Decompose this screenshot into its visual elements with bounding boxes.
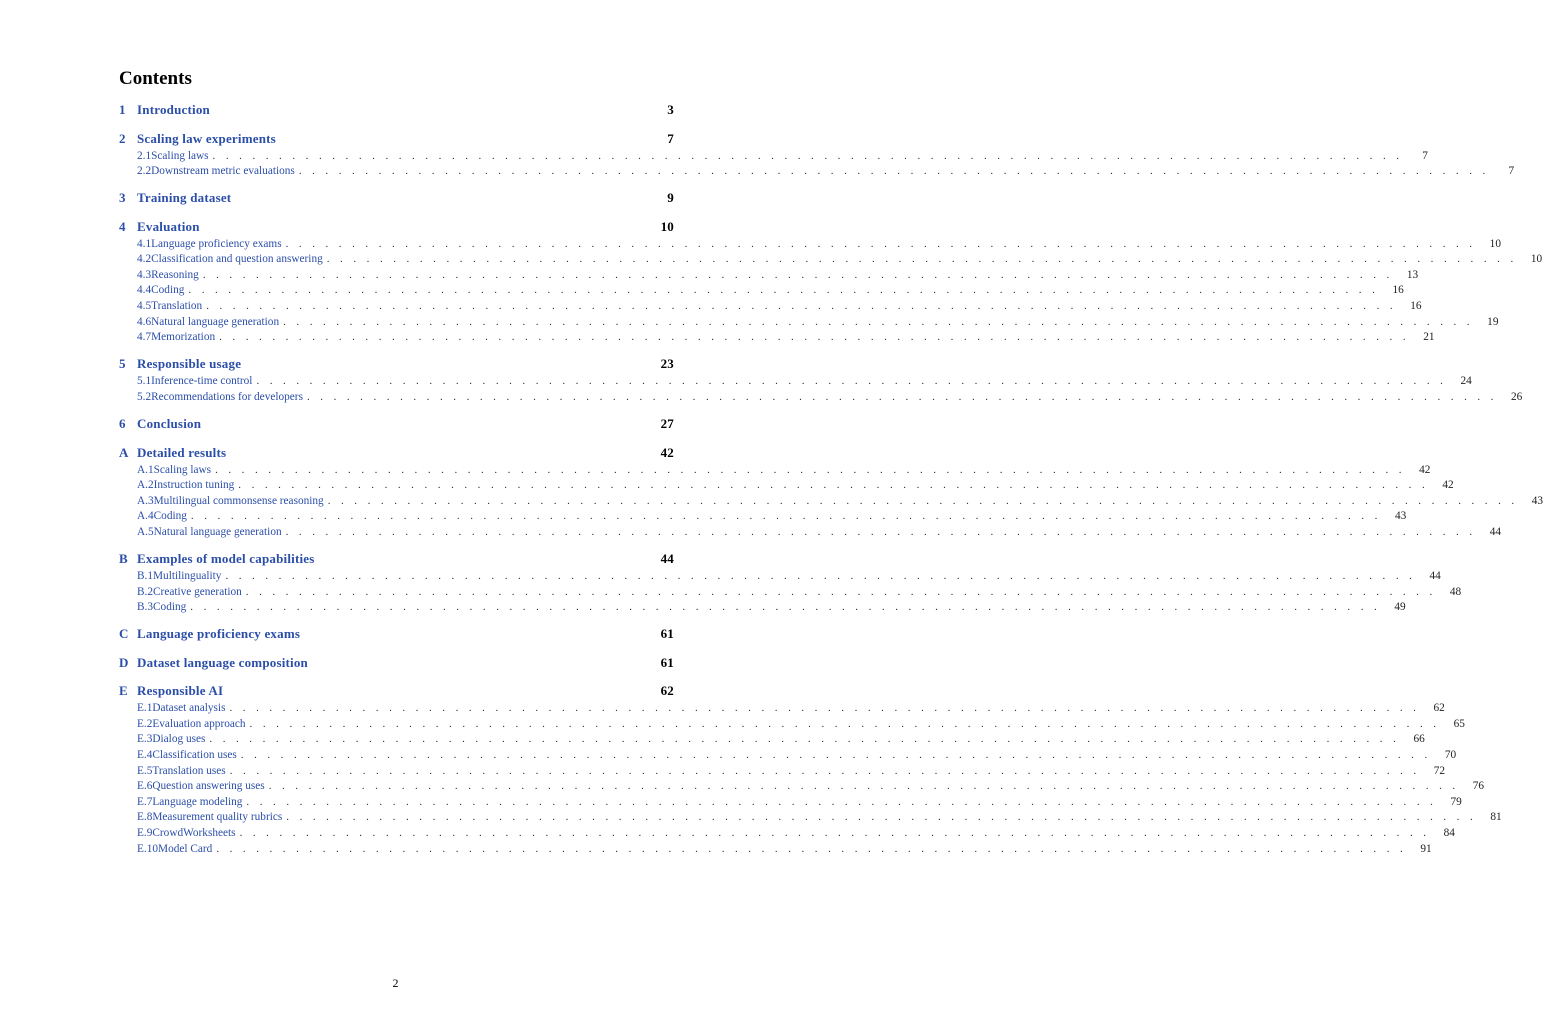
toc-subsection-link[interactable] [119,237,1501,253]
toc-subsection-link[interactable] [119,525,1501,541]
toc-section-link[interactable] [119,681,674,701]
toc-subsection-link[interactable] [119,478,1454,494]
subsection-page: 26 [1511,390,1523,403]
subsection-number: E.3 [137,733,153,746]
toc-section-link[interactable] [119,129,674,149]
subsection-page: 72 [1433,764,1446,777]
subsection-page: 16 [1392,284,1404,297]
subsection-number: E.8 [137,811,153,824]
toc-subsection-link[interactable] [119,732,1425,748]
section-title: Conclusion [137,416,202,432]
subsection-page: 7 [1422,149,1428,162]
toc-subsection-link[interactable] [119,810,1502,826]
subsection-page: 76 [1472,780,1485,793]
toc-subsection-link[interactable] [119,299,1422,315]
section-number: C [119,626,129,642]
dot-leader: . . . . . . . . . . . . . . . . . . . . . . . . . . . . . . . . . . . . . . . . . . . . . . . . . . . . . . . . . . . . . . . . . . . . . . . . . . . . . . . . . . . . . . . . . . [256,375,1447,388]
dot-leader: . . . . . . . . . . . . . . . . . . . . . . . . . . . . . . . . . . . . . . . . . . . . . . . . . . . . . . . . . . . . . . . . . . . . . . . . . . . . . . . . . . . . . . . . . . [190,510,1382,523]
dot-leader: . . . . . . . . . . . . . . . . . . . . . . . . . . . . . . . . . . . . . . . . . . . . . . . . . . . . . . . . . . . . . . . . . . . . . . . . . . . . . . . . . . . . . . . . . . [188,284,1379,297]
section-page: 61 [660,654,674,670]
section-number: 1 [119,102,126,117]
toc-subsection-link[interactable] [119,748,1457,764]
subsection-page: 10 [1530,253,1543,266]
subsection-number: B.2 [137,585,154,598]
subsection-page: 84 [1443,827,1455,840]
subsection-title: Translation [151,300,203,313]
toc-section [119,217,1543,346]
subsection-title: Creative generation [153,585,242,598]
toc-section [119,354,1523,405]
subsection-title: Measurement quality rubrics [152,811,283,824]
subsection-number: 5.2 [137,390,152,403]
toc-section [119,100,674,120]
subsection-title: Multilingual commonsense reasoning [153,494,324,507]
subsection-title: Coding [153,601,187,614]
toc-section-link[interactable] [119,100,674,120]
dot-leader: . . . . . . . . . . . . . . . . . . . . . . . . . . . . . . . . . . . . . . . . . . . . . . . . . . . . . . . . . . . . . . . . . . . . . . . . . . . . . . . . . . . . . . . . . . [327,494,1519,507]
toc-section [119,624,674,644]
subsection-number: 2.1 [137,149,152,162]
subsection-number: 4.4 [137,284,152,297]
subsection-title: Multilinguality [153,570,222,582]
subsection-number: 4.7 [137,331,152,344]
subsection-page: 62 [1433,702,1445,715]
toc-section-link[interactable] [119,188,674,208]
subsection-title: Scaling laws [153,463,212,476]
subsection-title: CrowdWorksheets [152,827,236,840]
subsection-page: 7 [1508,165,1515,178]
dot-leader: . . . . . . . . . . . . . . . . . . . . . . . . . . . . . . . . . . . . . . . . . . . . . . . . . . . . . . . . . . . . . . . . . . . . . . . . . . . . . . . . . . . . . . . . . . [209,733,1400,746]
section-number: 6 [119,416,126,432]
section-title: Training dataset [137,190,232,206]
subsection-number: 4.3 [137,268,152,281]
toc-subsection-link[interactable] [119,600,1406,616]
section-number: 5 [119,356,126,372]
subsection-page: 13 [1406,268,1419,281]
section-page: 10 [660,218,674,234]
section-number: 2 [119,130,126,146]
subsection-number: E.2 [137,717,153,730]
subsection-title: Natural language generation [151,315,280,328]
toc-subsection-link[interactable] [119,701,1445,717]
subsection-title: Classification uses [152,749,237,762]
toc-subsection-link[interactable] [119,842,1432,858]
toc-subsection-link[interactable] [119,268,1419,284]
subsection-page: 10 [1489,237,1501,250]
toc-section [119,414,674,434]
toc-section-link[interactable] [119,443,674,463]
toc-subsection-link[interactable] [119,585,1462,601]
dot-leader: . . . . . . . . . . . . . . . . . . . . . . . . . . . . . . . . . . . . . . . . . . . . . . . . . . . . . . . . . . . . . . . . . . . . . . . . . . . . . . . . . . . . . . . . . . [283,315,1474,328]
subsection-page: 91 [1420,842,1432,855]
subsection-number: E.1 [137,702,153,715]
subsection-title: Inference-time control [151,375,253,388]
toc-subsection-link[interactable] [119,717,1465,733]
toc-section-link[interactable] [119,217,674,237]
section-page: 7 [667,130,674,146]
toc-subsection-link[interactable] [119,463,1431,479]
table-of-contents [119,100,1543,857]
subsection-number: A.2 [137,479,154,492]
dot-leader: . . . . . . . . . . . . . . . . . . . . . . . . . . . . . . . . . . . . . . . . . . . . . . . . . . . . . . . . . . . . . . . . . . . . . . . . . . . . . . . . . . . . . . . . . . [306,390,1498,403]
dot-leader: . . . . . . . . . . . . . . . . . . . . . . . . . . . . . . . . . . . . . . . . . . . . . . . . . . . . . . . . . . . . . . . . . . . . . . . . . . . . . . . . . . . . . . . . . . [246,795,1437,808]
subsection-title: Scaling laws [151,149,209,162]
section-page: 44 [660,551,674,566]
section-title: Language proficiency exams [137,626,301,642]
subsection-page: 44 [1489,525,1501,538]
subsection-title: Coding [153,510,187,523]
dot-leader: . . . . . . . . . . . . . . . . . . . . . . . . . . . . . . . . . . . . . . . . . . . . . . . . . . . . . . . . . . . . . . . . . . . . . . . . . . . . . . . . . . . . . . . . . . [285,237,1476,250]
subsection-page: 19 [1487,315,1499,328]
section-number: 4 [119,218,126,234]
dot-leader: . . . . . . . . . . . . . . . . . . . . . . . . . . . . . . . . . . . . . . . . . . . . . . . . . . . . . . . . . . . . . . . . . . . . . . . . . . . . . . . . . . . . . . . . . . [206,300,1397,313]
section-number: A [119,444,129,460]
subsection-title: Reasoning [151,268,199,281]
subsection-page: 70 [1444,749,1457,762]
subsection-number: 4.2 [137,253,152,266]
subsection-page: 43 [1394,510,1407,523]
subsection-page: 48 [1449,585,1462,598]
toc-section-link[interactable] [119,653,674,673]
dot-leader: . . . . . . . . . . . . . . . . . . . . . . . . . . . . . . . . . . . . . . . . . . . . . . . . . . . . . . . . . . . . . . . . . . . . . . . . . . . . . . . . . . . . . . . . . . [225,570,1416,582]
toc-subsection-link[interactable] [119,779,1485,795]
toc-section [119,549,1462,616]
subsection-page: 81 [1490,811,1502,824]
dot-leader: . . . . . . . . . . . . . . . . . . . . . . . . . . . . . . . . . . . . . . . . . . . . . . . . . . . . . . . . . . . . . . . . . . . . . . . . . . . . . . . . . . . . . . . . . . [298,165,1490,178]
section-page: 61 [660,626,674,642]
subsection-title: Recommendations for developers [151,390,303,403]
section-page: 9 [667,190,674,206]
dot-leader: . . . . . . . . . . . . . . . . . . . . . . . . . . . . . . . . . . . . . . . . . . . . . . . . . . . . . . . . . . . . . . . . . . . . . . . . . . . . . . . . . . . . . . . . . . [219,331,1410,344]
subsection-number: 2.2 [137,165,152,178]
subsection-page: 65 [1453,717,1465,730]
subsection-number: B.1 [137,570,154,582]
section-title: Introduction [137,102,210,117]
section-title: Evaluation [137,218,200,234]
subsection-number: 4.1 [137,237,152,250]
subsection-title: Downstream metric evaluations [151,165,295,178]
subsection-title: Natural language generation [153,525,282,538]
section-page: 27 [660,416,674,432]
toc-section [119,188,674,208]
section-page: 3 [667,102,674,117]
subsection-title: Classification and question answering [151,253,323,266]
toc-subsection-link[interactable] [119,315,1499,331]
section-title: Responsible usage [137,356,242,372]
toc-subsection-link[interactable] [119,164,1515,180]
subsection-title: Evaluation approach [152,717,246,730]
subsection-page: 44 [1429,570,1441,582]
subsection-page: 42 [1419,463,1431,476]
dot-leader: . . . . . . . . . . . . . . . . . . . . . . . . . . . . . . . . . . . . . . . . . . . . . . . . . . . . . . . . . . . . . . . . . . . . . . . . . . . . . . . . . . . . . . . . . . [202,268,1394,281]
toc-subsection-link[interactable] [119,494,1543,510]
toc-subsection-link[interactable] [119,283,1404,299]
subsection-page: 24 [1460,375,1472,388]
toc-subsection-link[interactable] [119,374,1472,390]
section-page: 23 [660,356,674,372]
section-number: E [119,683,128,699]
subsection-title: Language proficiency exams [151,237,282,250]
dot-leader: . . . . . . . . . . . . . . . . . . . . . . . . . . . . . . . . . . . . . . . . . . . . . . . . . . . . . . . . . . . . . . . . . . . . . . . . . . . . . . . . . . . . . . . . . . [286,811,1477,824]
toc-section [119,681,1502,857]
subsection-number: 5.1 [137,375,152,388]
toc-subsection-link[interactable] [119,330,1435,346]
toc-subsection-link[interactable] [119,569,1441,585]
toc-section [119,443,1543,541]
subsection-title: Instruction tuning [153,479,235,492]
subsection-number: E.7 [137,795,153,808]
subsection-page: 43 [1531,494,1543,507]
subsection-title: Coding [151,284,185,297]
dot-leader: . . . . . . . . . . . . . . . . . . . . . . . . . . . . . . . . . . . . . . . . . . . . . . . . . . . . . . . . . . . . . . . . . . . . . . . . . . . . . . . . . . . . . . . . . . [190,601,1381,614]
dot-leader: . . . . . . . . . . . . . . . . . . . . . . . . . . . . . . . . . . . . . . . . . . . . . . . . . . . . . . . . . . . . . . . . . . . . . . . . . . . . . . . . . . . . . . . . . . [268,780,1460,793]
subsection-number: E.6 [137,780,153,793]
dot-leader: . . . . . . . . . . . . . . . . . . . . . . . . . . . . . . . . . . . . . . . . . . . . . . . . . . . . . . . . . . . . . . . . . . . . . . . . . . . . . . . . . . . . . . . . . . [285,525,1476,538]
subsection-title: Dialog uses [152,733,206,746]
subsection-page: 16 [1410,300,1422,313]
section-page: 62 [660,683,674,699]
subsection-number: A.5 [137,525,154,538]
dot-leader: . . . . . . . . . . . . . . . . . . . . . . . . . . . . . . . . . . . . . . . . . . . . . . . . . . . . . . . . . . . . . . . . . . . . . . . . . . . . . . . . . . . . . . . . . . [216,842,1407,855]
section-number: 3 [119,190,126,206]
subsection-number: 4.5 [137,300,152,313]
dot-leader: . . . . . . . . . . . . . . . . . . . . . . . . . . . . . . . . . . . . . . . . . . . . . . . . . . . . . . . . . . . . . . . . . . . . . . . . . . . . . . . . . . . . . . . . . . [229,764,1421,777]
subsection-number: B.3 [137,601,154,614]
section-title: Examples of model capabilities [137,551,315,566]
subsection-page: 42 [1442,479,1454,492]
toc-subsection-link[interactable] [119,509,1407,525]
toc-subsection-link[interactable] [119,390,1523,406]
subsection-number: E.4 [137,749,153,762]
toc-section-link[interactable] [119,414,674,434]
section-number: B [119,551,128,566]
subsection-page: 79 [1450,795,1462,808]
toc-subsection-link[interactable] [119,826,1455,842]
toc-section-link[interactable] [119,624,674,644]
subsection-page: 21 [1423,331,1435,344]
toc-subsection-link[interactable] [119,252,1543,268]
subsection-title: Memorization [151,331,216,344]
dot-leader: . . . . . . . . . . . . . . . . . . . . . . . . . . . . . . . . . . . . . . . . . . . . . . . . . . . . . . . . . . . . . . . . . . . . . . . . . . . . . . . . . . . . . . . . . . [239,827,1430,840]
section-page: 42 [660,444,674,460]
subsection-title: Model Card [158,842,213,855]
subsection-title: Language modeling [152,795,243,808]
subsection-number: E.10 [137,842,159,855]
contents-heading: Contents [119,68,192,89]
subsection-number: E.5 [137,764,153,777]
toc-subsection-link[interactable] [119,764,1446,780]
toc-subsection-link[interactable] [119,795,1462,811]
toc-section [119,129,1515,180]
dot-leader: . . . . . . . . . . . . . . . . . . . . . . . . . . . . . . . . . . . . . . . . . . . . . . . . . . . . . . . . . . . . . . . . . . . . . . . . . . . . . . . . . . . . . . . . . . [249,717,1440,730]
dot-leader: . . . . . . . . . . . . . . . . . . . . . . . . . . . . . . . . . . . . . . . . . . . . . . . . . . . . . . . . . . . . . . . . . . . . . . . . . . . . . . . . . . . . . . . . . . [238,479,1429,492]
subsection-title: Question answering uses [152,780,265,793]
subsection-title: Dataset analysis [152,702,226,715]
toc-subsection-link[interactable] [119,149,1428,165]
toc-section-link[interactable] [119,549,674,569]
subsection-number: A.3 [137,494,154,507]
subsection-number: 4.6 [137,315,152,328]
dot-leader: . . . . . . . . . . . . . . . . . . . . . . . . . . . . . . . . . . . . . . . . . . . . . . . . . . . . . . . . . . . . . . . . . . . . . . . . . . . . . . . . . . . . . . . . . . [229,702,1420,715]
dot-leader: . . . . . . . . . . . . . . . . . . . . . . . . . . . . . . . . . . . . . . . . . . . . . . . . . . . . . . . . . . . . . . . . . . . . . . . . . . . . . . . . . . . . . . . . . . [240,749,1432,762]
section-title: Responsible AI [137,683,224,699]
subsection-page: 66 [1413,733,1425,746]
toc-section [119,653,674,673]
section-title: Detailed results [137,444,227,460]
subsection-number: A.1 [137,463,154,476]
dot-leader: . . . . . . . . . . . . . . . . . . . . . . . . . . . . . . . . . . . . . . . . . . . . . . . . . . . . . . . . . . . . . . . . . . . . . . . . . . . . . . . . . . . . . . . . . . [326,253,1518,266]
subsection-page: 49 [1394,601,1406,614]
dot-leader: . . . . . . . . . . . . . . . . . . . . . . . . . . . . . . . . . . . . . . . . . . . . . . . . . . . . . . . . . . . . . . . . . . . . . . . . . . . . . . . . . . . . . . . . . . [245,585,1437,598]
subsection-number: A.4 [137,510,154,523]
subsection-number: E.9 [137,827,153,840]
toc-section-link[interactable] [119,354,674,374]
page-number: 2 [392,976,399,990]
dot-leader: . . . . . . . . . . . . . . . . . . . . . . . . . . . . . . . . . . . . . . . . . . . . . . . . . . . . . . . . . . . . . . . . . . . . . . . . . . . . . . . . . . . . . . . . . . [212,149,1403,162]
section-title: Scaling law experiments [137,130,276,146]
subsection-title: Translation uses [152,764,226,777]
section-title: Dataset language composition [137,654,308,670]
dot-leader: . . . . . . . . . . . . . . . . . . . . . . . . . . . . . . . . . . . . . . . . . . . . . . . . . . . . . . . . . . . . . . . . . . . . . . . . . . . . . . . . . . . . . . . . . . [215,463,1406,476]
section-number: D [119,654,129,670]
